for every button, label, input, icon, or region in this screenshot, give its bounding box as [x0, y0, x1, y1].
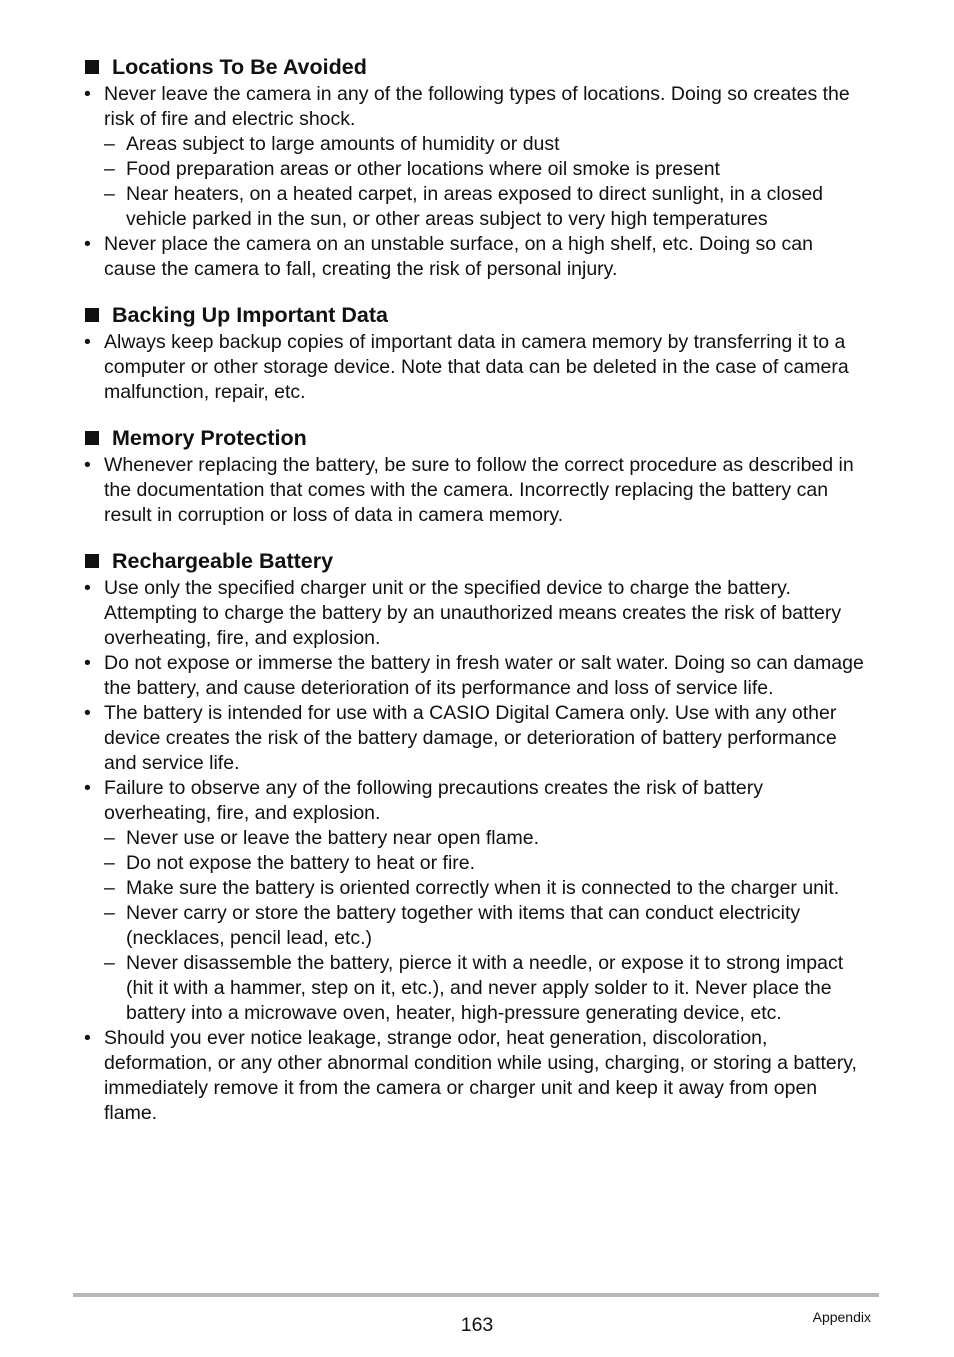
list-item-text: The battery is intended for use with a CASIO Digital Camera only. Use with any other device creates the risk of the battery damage, or deterioration of battery performance and service life. [104, 702, 837, 774]
section [84, 300, 870, 405]
section-title: Rechargeable Battery [112, 549, 334, 573]
list-item-text: Areas subject to large amounts of humidity or dust [126, 133, 560, 155]
sub-list-item [84, 901, 870, 951]
list-item-text: Whenever replacing the battery, be sure to follow the correct procedure as described in the documentation that comes with the camera. Incorrectly replacing the battery can result in corruption or loss of data in camera memory. [104, 454, 854, 526]
list-item-text: Make sure the battery is oriented correctly when it is connected to the charger unit. [126, 877, 840, 899]
section [84, 52, 870, 282]
sub-list-item [84, 876, 870, 901]
section-heading [84, 546, 870, 576]
list-item-text: Use only the specified charger unit or the specified device to charge the battery. Attempting to charge the battery by an unauthorized means creates the risk of battery overheating, fire, and explosion. [104, 577, 842, 649]
list-item-text: Do not expose or immerse the battery in fresh water or salt water. Doing so can damage the battery, and cause deterioration of its performance and loss of service life. [104, 652, 864, 699]
list-item [84, 576, 870, 651]
sub-list-item [84, 951, 870, 1026]
bullet-marker: • [84, 777, 91, 799]
list-item-text: Never use or leave the battery near open flame. [126, 827, 539, 849]
section-heading [84, 423, 870, 453]
bullet-marker: • [84, 83, 91, 105]
dash-marker: – [104, 952, 115, 974]
list-item-text: Food preparation areas or other locations where oil smoke is present [126, 158, 720, 180]
sub-list-item [84, 826, 870, 851]
list-item-text: Near heaters, on a heated carpet, in areas exposed to direct sunlight, in a closed vehicle parked in the sun, or other areas subject to very high temperatures [126, 183, 824, 230]
page-number: 163 [460, 1314, 494, 1336]
list-item [84, 776, 870, 826]
bullet-marker: • [84, 1027, 91, 1049]
list-item-text: Never leave the camera in any of the following types of locations. Doing so creates the risk of fire and electric shock. [104, 83, 850, 130]
list-item-text: Never carry or store the battery together with items that can conduct electricity (necklaces, pencil lead, etc.) [126, 902, 801, 949]
section-label: Appendix [812, 1309, 871, 1325]
list-item [84, 82, 870, 132]
sub-list-item [84, 851, 870, 876]
section [84, 546, 870, 1126]
bullet-marker: • [84, 702, 91, 724]
list-item-text: Failure to observe any of the following precautions creates the risk of battery overheating, fire, and explosion. [104, 777, 764, 824]
list-item [84, 453, 870, 528]
bullet-marker: • [84, 652, 91, 674]
sub-list-item [84, 132, 870, 157]
list-item-text: Should you ever notice leakage, strange odor, heat generation, discoloration, deformation, or any other abnormal condition while using, charging, or storing a battery, immediately remove it from the camera or charger unit and keep it away from open flame. [104, 1027, 857, 1124]
section-heading [84, 52, 870, 82]
sub-list-item [84, 157, 870, 182]
list-item [84, 651, 870, 701]
section-title: Memory Protection [112, 426, 307, 450]
dash-marker: – [104, 827, 115, 849]
page-content [84, 52, 870, 1144]
footer-divider [73, 1293, 879, 1297]
list-item [84, 330, 870, 405]
black-square-icon [85, 308, 99, 322]
list-item-text: Never disassemble the battery, pierce it with a needle, or expose it to strong impact (hit it with a hammer, step on it, etc.), and never apply solder to it. Never place the battery into a microwave oven, heater, high-pressure generating device, etc. [126, 952, 844, 1024]
list-item-text: Never place the camera on an unstable surface, on a high shelf, etc. Doing so can cause the camera to fall, creating the risk of personal injury. [104, 233, 813, 280]
bullet-marker: • [84, 454, 91, 476]
section [84, 423, 870, 528]
bullet-marker: • [84, 233, 91, 255]
black-square-icon [85, 431, 99, 445]
dash-marker: – [104, 902, 115, 924]
bullet-marker: • [84, 577, 91, 599]
section-heading [84, 300, 870, 330]
dash-marker: – [104, 852, 115, 874]
sub-list-item [84, 182, 870, 232]
list-item [84, 1026, 870, 1126]
dash-marker: – [104, 158, 115, 180]
black-square-icon [85, 60, 99, 74]
dash-marker: – [104, 877, 115, 899]
list-item [84, 701, 870, 776]
list-item [84, 232, 870, 282]
section-title: Backing Up Important Data [112, 303, 388, 327]
dash-marker: – [104, 133, 115, 155]
dash-marker: – [104, 183, 115, 205]
list-item-text: Always keep backup copies of important data in camera memory by transferring it to a computer or other storage device. Note that data can be deleted in the case of camera malfunction, repair, etc. [104, 331, 849, 403]
black-square-icon [85, 554, 99, 568]
section-title: Locations To Be Avoided [112, 55, 367, 79]
bullet-marker: • [84, 331, 91, 353]
list-item-text: Do not expose the battery to heat or fire. [126, 852, 476, 874]
